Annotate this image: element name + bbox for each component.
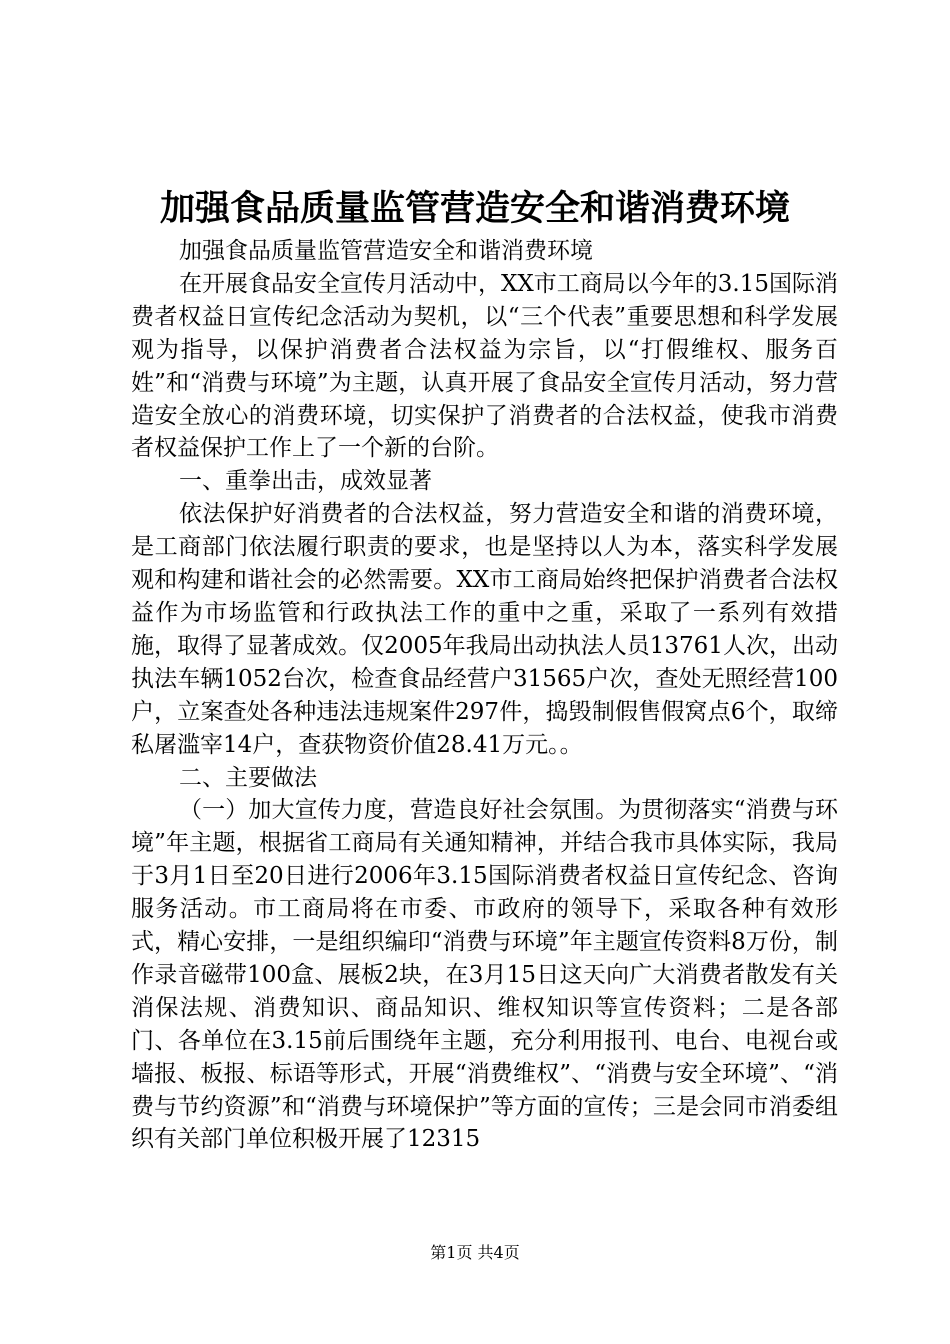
intro-paragraph: 在开展食品安全宣传月活动中，XX市工商局以今年的3.15国际消费者权益日宣传纪念活动为契机，以“三个代表”重要思想和科学发展观为指导，以保护消费者合法权益为宗旨，以“打假维权、服务百姓”和“消费与环境”为主题，认真开展了食品安全宣传月活动，努力营造安全放心的消费环境，切实保护了消费者的合法权益，使我市消费者权益保护工作上了一个新的台阶。 [131, 270, 838, 462]
document-body [131, 235, 838, 1156]
page-footer: 第1页 共4页 [430, 1243, 520, 1262]
section-heading-1: 一、重拳出击，成效显著 [179, 468, 432, 495]
section-2-paragraph: （一）加大宣传力度，营造良好社会氛围。为贯彻落实“消费与环境”年主题，根据省工商局有关通知精神，并结合我市具体实际，我局于3月1日至20日进行2006年3.15国际消费者权益日宣传纪念、咨询服务活动。市工商局将在市委、市政府的领导下，采取各种有效形式，精心安排，一是组织编印“消费与环境”年主题宣传资料8万份，制作录音磁带100盒、展板2块，在3月15日这天向广大消费者散发有关消保法规、消费知识、商品知识、维权知识等宣传资料；二是各部门、各单位在3.15前后围绕年主题，充分利用报刊、电台、电视台或墙报、板报、标语等形式，开展“消费维权”、“消费与安全环境”、“消费与节约资源”和“消费与环境保护”等方面的宣传；三是会同市消委组织有关部门单位积极开展了12315 [131, 797, 838, 1153]
section-heading-2: 二、主要做法 [179, 764, 317, 791]
document-title: 加强食品质量监管营造安全和谐消费环境 [159, 189, 790, 229]
subtitle-paragraph: 加强食品质量监管营造安全和谐消费环境 [179, 238, 593, 264]
section-1-paragraph: 依法保护好消费者的合法权益，努力营造安全和谐的消费环境，是工商部门依法履行职责的要求，也是坚持以人为本，落实科学发展观和构建和谐社会的必然需要。XX市工商局始终把保护消费者合法权益作为市场监管和行政执法工作的重中之重，采取了一系列有效措施，取得了显著成效。仅2005年我局出动执法人员13761人次，出动执法车辆1052台次，检查食品经营户31565户次，查处无照经营100户，立案查处各种违法违规案件297件，捣毁制假售假窝点6个，取缔私屠滥宰14户，查获物资价值28.41万元。。 [131, 501, 838, 758]
